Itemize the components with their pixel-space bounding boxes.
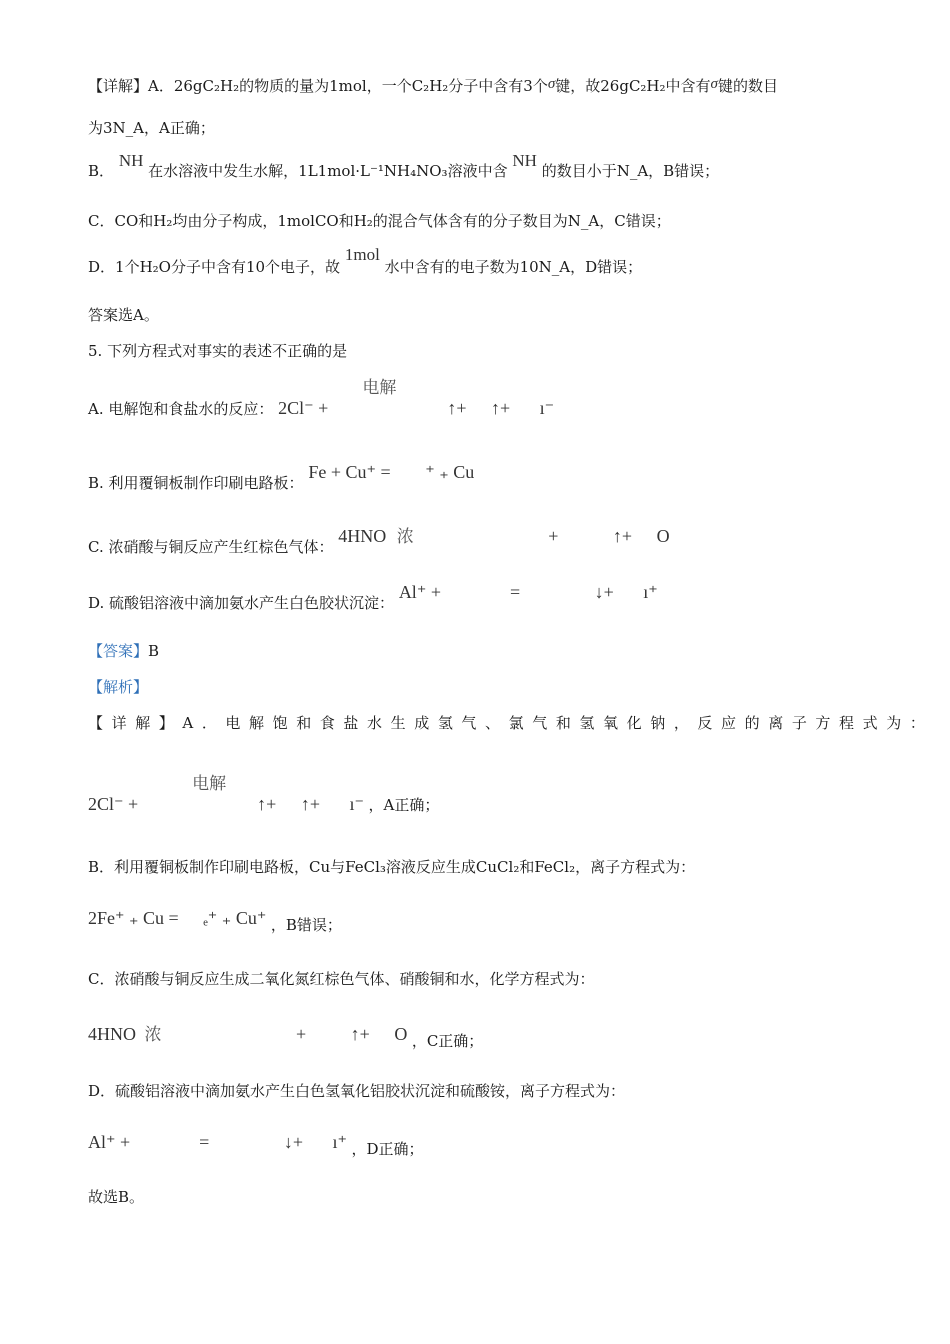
solution-line-a: 【详解】A．26gC₂H₂的物质的量为1mol，一个C₂H₂分子中含有3个σ键，故26gC₂H₂中含有σ键的数目 <box>88 76 778 95</box>
detail-d: D．硫酸铝溶液中滴加氨水产生白色氢氧化铝胶状沉淀和硫酸铵，离子方程式为： <box>88 1082 626 1100</box>
question-option-b: B. 利用覆铜板制作印刷电路板： Fe + Cu⁺ = ⁺ ₊ Cu <box>88 462 475 492</box>
solution-line-a-cont: 为3N_A，A正确； <box>88 119 215 137</box>
detail-a-equation: 2Cl⁻ + 电解 ↑+ ↑+ ı⁻ ，A正确； <box>88 774 440 814</box>
equation-detail-a: 2Cl⁻ + 电解 ↑+ ↑+ ı⁻ <box>88 774 364 814</box>
equation-detail-c: 4HNO 浓 + ↑+ O <box>88 1024 408 1044</box>
question-option-d: D. 硫酸铝溶液中滴加氨水产生白色胶状沉淀： Al⁺ + = ↓+ ı⁺ <box>88 582 658 612</box>
equation-a: 2Cl⁻ + 电解 ↑+ ↑+ ı⁻ <box>278 378 555 418</box>
equation-c: 4HNO 浓 + ↑+ O <box>338 526 670 546</box>
detail-c: C．浓硝酸与铜反应生成二氧化氮红棕色气体、硝酸铜和水，化学方程式为： <box>88 970 595 988</box>
analysis-label: 【解析】 <box>88 678 149 696</box>
nh-formula: NH <box>118 151 144 170</box>
solution-line-c: C．CO和H₂均由分子构成，1molCO和H₂的混合气体含有的分子数目为N_A，C错误； <box>88 212 671 230</box>
question-5-title: 5. 下列方程式对事实的表述不正确的是 <box>88 342 348 360</box>
equation-d: Al⁺ + = ↓+ ı⁺ <box>398 582 658 602</box>
final-answer: 故选B。 <box>88 1188 145 1206</box>
mol-formula: 1mol <box>344 245 380 264</box>
question-option-a: A. 电解饱和食盐水的反应： 2Cl⁻ + 电解 ↑+ ↑+ ı⁻ <box>88 378 555 418</box>
equation-detail-b: 2Fe⁺ ₊ Cu = ₑ⁺ ₊ Cu⁺ <box>88 908 267 928</box>
answer-label: 【答案】B <box>88 642 160 660</box>
detail-b-equation: 2Fe⁺ ₊ Cu = ₑ⁺ ₊ Cu⁺ ，B错误； <box>88 908 342 934</box>
sigma-symbol-2: σ <box>710 76 718 92</box>
detail-d-equation: Al⁺ + = ↓+ ı⁺ ，D正确； <box>88 1132 424 1158</box>
question-option-c: C. 浓硝酸与铜反应产生红棕色气体： 4HNO 浓 + ↑+ O <box>88 526 670 556</box>
detail-b: B．利用覆铜板制作印刷电路板，Cu与FeCl₃溶液反应生成CuCl₂和FeCl₂，离子方程式为： <box>88 858 696 876</box>
detail-a: 【详解】A．电解饱和食盐水生成氢气、氯气和氢氧化钠，反应的离子方程式为： <box>88 714 934 732</box>
equation-detail-d: Al⁺ + = ↓+ ı⁺ <box>88 1132 347 1152</box>
answer-value: B <box>148 642 160 660</box>
equation-b: Fe + Cu⁺ = ⁺ ₊ Cu <box>308 462 475 482</box>
nh-formula-2: NH <box>512 151 537 170</box>
solution-line-b: B． NH 在水溶液中发生水解，1L1mol·L⁻¹NH₄NO₃溶液中含 NH 的数目小于N_A，B错误； <box>88 151 720 180</box>
sigma-symbol: σ <box>547 76 556 92</box>
detail-c-equation: 4HNO 浓 + ↑+ O ，C正确； <box>88 1024 484 1050</box>
answer-choice-line: 答案选A。 <box>88 306 159 324</box>
solution-line-d: D．1个H₂O分子中含有10个电子，故 1mol 水中含有的电子数为10N_A，D错误； <box>88 245 643 276</box>
